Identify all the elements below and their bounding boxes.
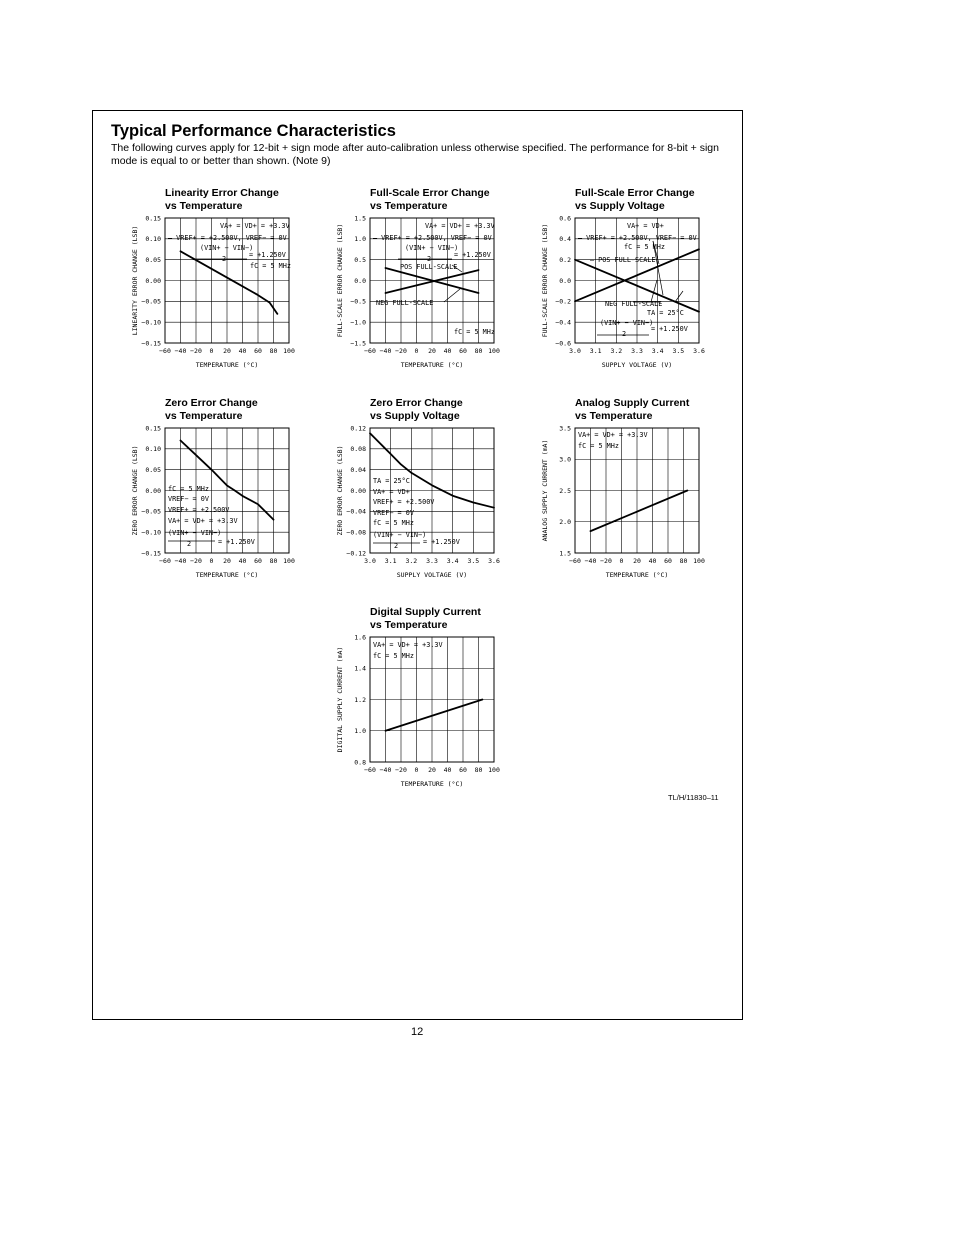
chart-annotation: = +1.250V	[423, 538, 460, 546]
x-axis-label: TEMPERATURE (°C)	[195, 571, 259, 579]
chart-title-line: Full-Scale Error Change	[370, 187, 490, 199]
y-tick-label: 0.05	[145, 465, 161, 474]
y-tick-label: 0.0	[354, 276, 366, 285]
chart-annotation: fC = 5 MHz	[578, 442, 619, 450]
y-tick-label: 0.15	[145, 214, 161, 223]
y-tick-label: 0.2	[559, 255, 571, 264]
x-tick-label: −60	[364, 347, 376, 355]
x-tick-label: 0	[619, 557, 624, 565]
y-tick-label: −0.15	[141, 549, 161, 558]
y-tick-label: −0.6	[555, 339, 571, 348]
chart-title-line: Linearity Error Change	[165, 187, 279, 199]
x-tick-label: 0	[209, 557, 214, 565]
x-tick-label: 60	[254, 347, 262, 355]
y-tick-label: 0.5	[354, 255, 366, 264]
x-tick-label: 3.6	[693, 347, 705, 355]
y-tick-label: −0.12	[346, 549, 366, 558]
y-axis-label: FULL-SCALE ERROR CHANGE (LSB)	[336, 223, 344, 338]
chart-annotation: VREF− = 0V	[168, 495, 209, 503]
x-tick-label: 60	[459, 766, 467, 774]
chart-annotation: = +1.250V	[454, 251, 491, 259]
chart-title-line: vs Temperature	[165, 410, 243, 422]
chart-title-line: vs Temperature	[370, 200, 448, 212]
x-tick-label: 80	[269, 557, 278, 565]
y-tick-label: 1.5	[354, 214, 366, 223]
page-number: 12	[411, 1026, 424, 1038]
chart-annotation: 2	[187, 540, 192, 548]
y-axis-label: ANALOG SUPPLY CURRENT (mA)	[541, 439, 549, 542]
x-axis-label: TEMPERATURE (°C)	[400, 780, 464, 788]
x-tick-label: 60	[664, 557, 672, 565]
chart-annotation: fC = 5 MHz	[373, 519, 414, 527]
y-tick-label: 0.00	[145, 276, 161, 285]
intro-paragraph: The following curves apply for 12-bit + sign mode after auto-calibration unless otherwise specified. The performance for 8-bit + sign mode is equal to or better than shown. (Note 9)	[111, 142, 719, 167]
chart-annotation: VA+ = VD+	[627, 222, 664, 230]
y-tick-label: 0.0	[559, 276, 571, 285]
x-tick-label: −40	[174, 347, 187, 355]
y-axis-label: LINEARITY ERROR CHANGE (LSB)	[131, 225, 139, 336]
y-tick-label: −0.4	[555, 318, 571, 327]
y-tick-label: 0.12	[350, 424, 366, 433]
chart-annotation: TA = 25°C	[647, 309, 684, 317]
chart-annotation: 2	[622, 330, 627, 338]
y-tick-label: 3.0	[559, 455, 571, 464]
chart-annotation: fC = 5 MHz	[168, 485, 209, 493]
chart-title-line: vs Supply Voltage	[370, 410, 460, 422]
chart-annotation: fC = 5 MHz	[250, 262, 291, 270]
x-axis-label: TEMPERATURE (°C)	[195, 361, 259, 369]
annotation-leader	[444, 289, 460, 302]
series-line	[386, 700, 483, 731]
chart-annotation: 2	[427, 255, 432, 263]
chart-annotation: VA+ = VD+ = +3.3V	[578, 431, 648, 439]
x-tick-label: −60	[364, 766, 376, 774]
y-axis-label: ZERO ERROR CHANGE (LSB)	[336, 445, 344, 536]
chart-zero-err-temp	[127, 420, 303, 587]
y-tick-label: −0.5	[350, 297, 366, 306]
x-tick-label: 3.3	[426, 557, 438, 565]
x-tick-label: 3.1	[589, 347, 602, 355]
x-axis-label: SUPPLY VOLTAGE (V)	[601, 361, 673, 369]
chart-annotation: POS FULL-SCALE	[400, 263, 458, 271]
y-tick-label: −1.0	[350, 318, 366, 327]
chart-fs-err-temp	[332, 210, 508, 377]
x-tick-label: −40	[379, 347, 392, 355]
chart-annotation: fC = 5 MHz	[373, 652, 414, 660]
y-tick-label: 0.08	[350, 445, 366, 454]
x-tick-label: −60	[159, 347, 171, 355]
x-tick-label: 3.1	[384, 557, 397, 565]
y-tick-label: 1.6	[354, 633, 366, 642]
y-tick-label: −0.05	[141, 507, 161, 516]
chart-title-line: vs Temperature	[575, 410, 653, 422]
chart-annotation: (VIN+ − VIN−)	[600, 319, 654, 327]
x-tick-label: −20	[190, 557, 202, 565]
chart-annotation: (VIN+ − VIN−)	[168, 529, 222, 537]
x-axis-label: TEMPERATURE (°C)	[605, 571, 669, 579]
x-tick-label: 3.6	[488, 557, 500, 565]
x-tick-label: 80	[474, 347, 483, 355]
chart-annotation: VA+ = VD+ = +3.3V	[373, 641, 443, 649]
y-tick-label: −0.04	[346, 507, 366, 516]
x-tick-label: 3.5	[672, 347, 685, 355]
chart-annotation: = +1.250V	[218, 538, 255, 546]
annotation-leader	[675, 291, 683, 302]
x-tick-label: 100	[283, 347, 295, 355]
chart-lin-err-temp	[127, 210, 303, 377]
x-tick-label: −20	[600, 557, 612, 565]
y-tick-label: −0.08	[346, 528, 366, 537]
y-tick-label: −1.5	[350, 339, 366, 348]
chart-annotation: (VIN+ − VIN−)	[405, 244, 459, 252]
y-tick-label: 2.0	[559, 518, 571, 527]
y-tick-label: 0.15	[145, 424, 161, 433]
chart-title-line: Zero Error Change	[370, 397, 463, 409]
chart-digital-supply-temp	[332, 629, 508, 796]
chart-annotation: 2	[394, 542, 399, 550]
chart-zero-err-vsup	[332, 420, 508, 587]
x-tick-label: −60	[159, 557, 171, 565]
x-tick-label: 3.2	[405, 557, 418, 565]
x-tick-label: 3.4	[651, 347, 664, 355]
y-tick-label: 3.5	[559, 424, 571, 433]
chart-annotation: = +1.250V	[651, 325, 688, 333]
x-axis-label: TEMPERATURE (°C)	[400, 361, 464, 369]
x-tick-label: 3.0	[364, 557, 376, 565]
figure-reference: TL/H/11830–11	[668, 793, 719, 802]
x-tick-label: −60	[569, 557, 581, 565]
y-tick-label: 0.6	[559, 214, 571, 223]
chart-title-line: vs Temperature	[370, 619, 448, 631]
chart-annotation: VREF− = 0V	[373, 509, 414, 517]
chart-title-line: Zero Error Change	[165, 397, 258, 409]
x-tick-label: 40	[443, 347, 452, 355]
x-tick-label: 100	[283, 557, 295, 565]
chart-annotation: fC = 5 MHz	[454, 328, 495, 336]
chart-annotation: = +1.250V	[249, 251, 286, 259]
y-tick-label: 0.00	[145, 486, 161, 495]
x-tick-label: −20	[190, 347, 202, 355]
x-tick-label: −40	[174, 557, 187, 565]
chart-annotation: — VREF+ = +2.500V, VREF− = 0V	[578, 234, 697, 242]
x-tick-label: 0	[414, 347, 419, 355]
x-tick-label: 3.4	[446, 557, 459, 565]
chart-annotation: 2	[222, 255, 227, 263]
x-tick-label: 60	[254, 557, 262, 565]
y-tick-label: 2.5	[559, 486, 571, 495]
y-tick-label: 0.4	[559, 235, 571, 244]
chart-annotation: fC = 5 MHz	[624, 243, 665, 251]
y-tick-label: 0.04	[350, 465, 366, 474]
chart-annotation: NEG FULL-SCALE	[376, 299, 434, 307]
x-tick-label: 40	[238, 347, 247, 355]
x-tick-label: 80	[679, 557, 688, 565]
x-tick-label: −40	[584, 557, 597, 565]
y-tick-label: 1.4	[354, 664, 366, 673]
chart-title-line: vs Supply Voltage	[575, 200, 665, 212]
x-tick-label: 100	[693, 557, 705, 565]
x-tick-label: 40	[648, 557, 657, 565]
x-tick-label: 40	[238, 557, 247, 565]
x-tick-label: 100	[488, 347, 500, 355]
y-tick-label: 1.0	[354, 727, 366, 736]
y-tick-label: −0.05	[141, 297, 161, 306]
x-tick-label: 80	[474, 766, 483, 774]
x-tick-label: 80	[269, 347, 278, 355]
x-tick-label: −20	[395, 347, 407, 355]
chart-title-line: vs Temperature	[165, 200, 243, 212]
chart-annotation: (VIN+ − VIN−)	[200, 244, 254, 252]
y-tick-label: −0.2	[555, 297, 571, 306]
chart-annotation: VREF+ = +2.500V	[373, 498, 435, 506]
chart-title-line: Digital Supply Current	[370, 606, 481, 618]
x-tick-label: 0	[209, 347, 214, 355]
chart-annotation: — POS FULL-SCALE	[590, 256, 656, 264]
chart-annotation: VA+ = VD+ = +3.3V	[220, 222, 290, 230]
y-tick-label: −0.10	[141, 318, 161, 327]
x-tick-label: 20	[633, 557, 641, 565]
y-tick-label: 0.8	[354, 758, 366, 767]
chart-annotation: TA = 25°C	[373, 477, 410, 485]
x-tick-label: −40	[379, 766, 392, 774]
series-line	[181, 251, 278, 314]
x-tick-label: 3.3	[631, 347, 643, 355]
chart-annotation: — VREF+ = +2.500V, VREF− = 0V	[168, 234, 287, 242]
y-axis-label: FULL-SCALE ERROR CHANGE (LSB)	[541, 223, 549, 338]
y-axis-label: DIGITAL SUPPLY CURRENT (mA)	[336, 646, 344, 753]
y-tick-label: 1.0	[354, 235, 366, 244]
x-tick-label: 0	[414, 766, 419, 774]
x-tick-label: 20	[428, 766, 436, 774]
chart-annotation: VA+ = VD+	[373, 488, 410, 496]
chart-fs-err-vsup	[537, 210, 713, 377]
x-tick-label: 20	[428, 347, 436, 355]
x-tick-label: 3.2	[610, 347, 623, 355]
y-tick-label: 0.00	[350, 486, 366, 495]
chart-annotation: NEG FULL-SCALE	[605, 300, 663, 308]
chart-annotation: VREF+ = +2.500V	[168, 506, 230, 514]
chart-annotation: — VREF+ = +2.500V, VREF− = 0V	[373, 234, 492, 242]
x-tick-label: 60	[459, 347, 467, 355]
y-tick-label: −0.10	[141, 528, 161, 537]
page-heading: Typical Performance Characteristics	[111, 122, 396, 140]
y-tick-label: −0.15	[141, 339, 161, 348]
y-axis-label: ZERO ERROR CHANGE (LSB)	[131, 445, 139, 536]
y-tick-label: 0.10	[145, 445, 161, 454]
x-tick-label: 100	[488, 766, 500, 774]
y-tick-label: 0.05	[145, 255, 161, 264]
chart-title-line: Full-Scale Error Change	[575, 187, 695, 199]
x-tick-label: 20	[223, 347, 231, 355]
x-tick-label: −20	[395, 766, 407, 774]
chart-annotation: (VIN+ − VIN−)	[373, 531, 427, 539]
chart-annotation: VA+ = VD+ = +3.3V	[168, 517, 238, 525]
y-tick-label: 1.2	[354, 695, 366, 704]
series-line	[591, 491, 688, 532]
x-tick-label: 3.0	[569, 347, 581, 355]
y-tick-label: 1.5	[559, 549, 571, 558]
x-tick-label: 20	[223, 557, 231, 565]
chart-analog-supply-temp	[537, 420, 713, 587]
x-axis-label: SUPPLY VOLTAGE (V)	[396, 571, 468, 579]
chart-annotation: VA+ = VD+ = +3.3V	[425, 222, 495, 230]
x-tick-label: 40	[443, 766, 452, 774]
x-tick-label: 3.5	[467, 557, 480, 565]
y-tick-label: 0.10	[145, 235, 161, 244]
chart-title-line: Analog Supply Current	[575, 397, 690, 409]
